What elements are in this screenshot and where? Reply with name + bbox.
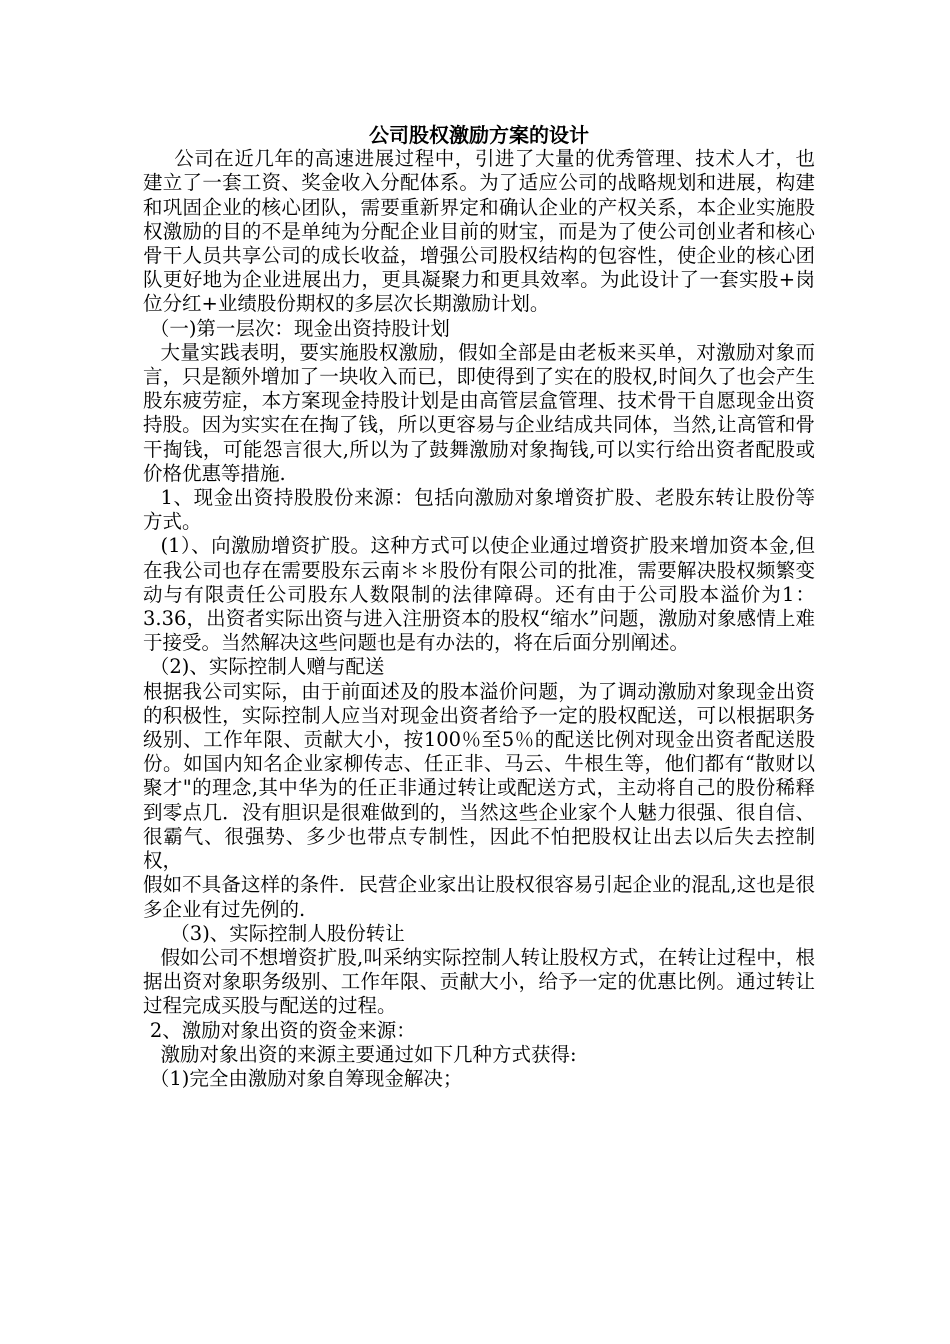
- paragraph-practice: 大量实践表明，要实施股权激励，假如全部是由老板来买单，对激励对象而言，只是额外增加了一块收入而已，即使得到了实在的股权,时间久了也会产生股东疲劳症，本方案现金持股计划是由高管层盒管理、技术骨干自愿现金出资持股。因为实实在在掏了钱，所以更容易与企业结成共同体，当然,让高管和骨干掏钱，可能怨言很大,所以为了鼓舞激励对象掏钱,可以实行给出资者配股或价格优惠等措施.: [143, 340, 815, 485]
- paragraph-conditions: 假如不具备这样的条件．民营企业家出让股权很容易引起企业的混乱,这也是很多企业有过先例的.: [143, 873, 815, 921]
- paragraph-share-transfer: 假如公司不想增资扩股,叫采纳实际控制人转让股权方式，在转让过程中，根据出资对象职务级别、工作年限、贡献大小，给予一定的优惠比例。通过转让过程完成买股与配送的过程。: [143, 945, 815, 1018]
- subheading-share-transfer: （3)、实际控制人股份转让: [170, 921, 405, 945]
- paragraph-fund-source: 激励对象出资的来源主要通过如下几种方式获得:: [160, 1042, 577, 1066]
- paragraph-share-source: 1、现金出资持股股份来源：包括向激励对象增资扩股、老股东转让股份等方式。: [143, 486, 815, 534]
- paragraph-controller-gift: 根据我公司实际，由于前面述及的股本溢价问题，为了调动激励对象现金出资的积极性，实际控制人应当对现金出资者给予一定的股权配送，可以根据职务级别、工作年限、贡献大小，按100％至5％的配送比例对现金出资者配送股份。如国内知名企业家柳传志、任正非、马云、牛根生等，他们都有“散财以聚才"的理念,其中华为的任正非通过转让或配送方式，主动将自己的股份稀释到零点几．没有胆识是很难做到的，当然这些企业家个人魅力很强、很自信、很霸气、很强势、多少也带点专制性，因此不怕把股权让出去以后失去控制权，: [143, 679, 815, 873]
- subheading-fund-source: 2、激励对象出资的资金来源：: [149, 1018, 416, 1042]
- document-body: [143, 123, 815, 1091]
- paragraph-capital-increase: (1）、向激励增资扩股。这种方式可以使企业通过增资扩股来增加资本金,但在我公司也存在需要股东云南＊＊股份有限公司的批准，需要解决股权频繁变动与有限责任公司股东人数限制的法律障碍。还有由于公司股本溢价为1：3.36，出资者实际出资与进入注册资本的股权“缩水”问题，激励对象感情上难于接受。当然解决这些问题也是有办法的，将在后面分别阐述。: [143, 534, 815, 655]
- list-item-self-funded: （1)完全由激励对象自筹现金解决；: [149, 1066, 463, 1090]
- document-title: 公司股权激励方案的设计: [369, 123, 589, 147]
- paragraph-intro: 公司在近几年的高速进展过程中，引进了大量的优秀管理、技术人才，也建立了一套工资、奖金收入分配体系。为了适应公司的战略规划和进展，构建和巩固企业的核心团队，需要重新界定和确认企业的产权关系，本企业实施股权激励的目的不是单纯为分配企业目前的财宝，而是为了使公司创业者和核心骨干人员共享公司的成长收益，增强公司股权结构的包容性，使企业的核心团队更好地为企业进展出力，更具凝聚力和更具效率。为此设计了一套实股+岗位分红+业绩股份期权的多层次长期激励计划。: [143, 147, 815, 316]
- subheading-controller-gift: （2)、实际控制人赠与配送: [149, 655, 385, 679]
- section-heading-level-one: （一)第一层次：现金出资持股计划: [149, 316, 450, 340]
